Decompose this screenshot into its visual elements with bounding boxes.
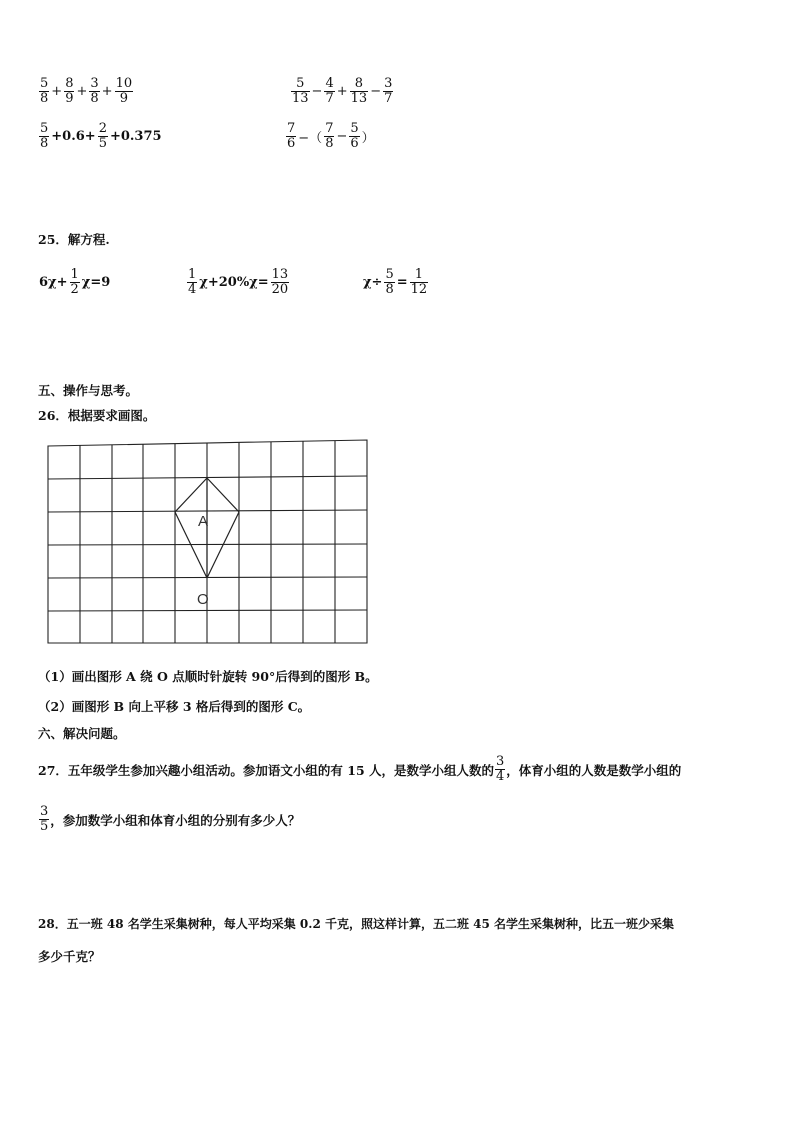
q27-text-2: ，体育小组的人数是数学小组的 [506, 762, 682, 778]
q26-title: 26．根据要求画图。 [38, 408, 156, 423]
operand-text: χ+20%χ= [199, 275, 269, 290]
fraction: $\frac{4}{7}$ [325, 76, 334, 106]
operand-text: = [396, 275, 408, 290]
calc-expression-1 [38, 77, 134, 106]
fraction: $\frac{3}{7}$ [384, 76, 393, 106]
grid-svg [46, 438, 370, 646]
operator: + [76, 84, 88, 99]
operator: ） [361, 131, 375, 146]
calc-expression-3 [38, 122, 163, 151]
fraction: $\frac{5}{6}$ [350, 121, 359, 151]
equation-2 [186, 268, 290, 297]
operand-text: +0.375 [109, 129, 162, 144]
drawing-grid [46, 438, 370, 650]
equation-1 [38, 268, 111, 297]
operand-text: +0.6+ [51, 129, 96, 144]
fraction: $\frac{2}{5}$ [98, 121, 107, 151]
operand-text: χ=9 [81, 275, 111, 290]
fraction: $\frac{8}{13}$ [350, 76, 368, 106]
fraction: $\frac{5}{8}$ [385, 267, 394, 297]
fraction: $\frac{5}{13}$ [292, 76, 309, 106]
fraction: $\frac{1}{2}$ [70, 267, 79, 297]
operator: −（ [298, 131, 323, 146]
q28-line-2: 多少千克？ [38, 949, 101, 964]
calc-expression-2 [290, 77, 394, 106]
equation-3 [362, 268, 429, 297]
q27-text-3: ，参加数学小组和体育小组的分别有多少人？ [50, 812, 301, 828]
operator: + [51, 84, 63, 99]
operand-text: χ÷ [363, 275, 383, 290]
q25-title: 25．解方程. [38, 232, 110, 247]
operator: − [370, 84, 382, 99]
fraction: $\frac{13}{20}$ [271, 267, 289, 297]
fraction: $\frac{1}{12}$ [410, 267, 428, 297]
q26-task-2: （2）画图形 B 向上平移 3 格后得到的图形 C。 [38, 699, 311, 714]
fraction: $\frac{3}{4}$ [496, 754, 505, 784]
fraction: $\frac{8}{9}$ [65, 76, 74, 106]
fraction: $\frac{7}{8}$ [325, 121, 334, 151]
fraction: $\frac{10}{9}$ [115, 76, 133, 106]
section-5-title: 五、操作与思考。 [38, 383, 139, 398]
operand-text: 6χ+ [39, 275, 68, 290]
fraction: $\frac{3}{5}$ [40, 804, 49, 834]
operator: + [101, 84, 113, 99]
fraction: $\frac{1}{4}$ [188, 267, 197, 297]
fraction: $\frac{5}{8}$ [40, 76, 49, 106]
label-o: O [197, 591, 209, 608]
q27-line-2 [38, 805, 300, 834]
q26-task-1: （1）画出图形 A 绕 O 点顺时针旋转 90°后得到的图形 B。 [38, 669, 378, 684]
operator: + [336, 84, 348, 99]
fraction: $\frac{7}{6}$ [287, 121, 296, 151]
q27-text-1: 27．五年级学生参加兴趣小组活动。参加语文小组的有 15 人，是数学小组人数的 [38, 762, 494, 778]
calc-expression-4 [285, 122, 376, 151]
q27-line-1 [38, 755, 681, 784]
fraction: $\frac{3}{8}$ [90, 76, 99, 106]
fraction: $\frac{5}{8}$ [40, 121, 49, 151]
q28-line-1: 28．五一班 48 名学生采集树种，每人平均采集 0.2 千克，照这样计算，五二班 45 名学生采集树种，比五一班少采集 [38, 917, 675, 931]
operator: − [311, 84, 323, 99]
section-6-title: 六、解决问题。 [38, 726, 126, 741]
label-a: A [198, 513, 209, 530]
operator: − [336, 129, 348, 144]
